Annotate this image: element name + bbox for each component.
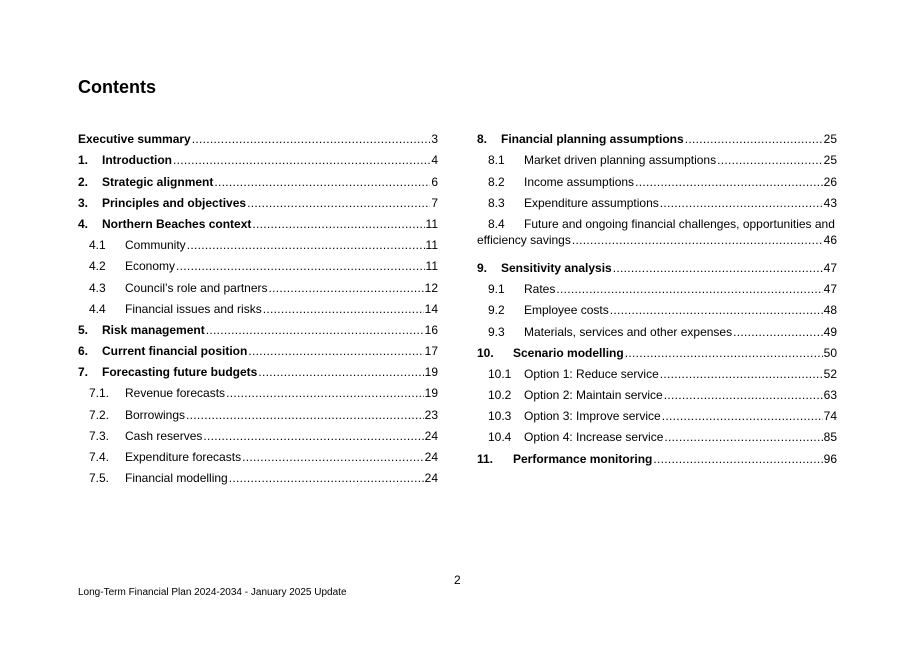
toc-entry-page: 17: [424, 344, 438, 359]
page-title: Contents: [78, 77, 156, 97]
toc-entry[interactable]: [477, 360, 837, 381]
toc-entry-label: Future and ongoing financial challenges, opportunities and: [524, 216, 835, 231]
toc-entry[interactable]: [477, 339, 837, 360]
toc-entry[interactable]: [78, 443, 438, 464]
toc-entry-label: Financial planning assumptions: [501, 132, 684, 147]
toc-entry-page: 26: [823, 174, 837, 189]
toc-entry-label: Expenditure assumptions: [524, 195, 659, 210]
toc-entry-label: Sensitivity analysis: [501, 260, 612, 275]
toc-entry-page: 25: [823, 153, 837, 168]
toc-entry-label: Borrowings: [125, 407, 186, 422]
toc-entry-page: 47: [823, 282, 837, 297]
toc-entry-page: 11: [425, 216, 438, 231]
toc-entry-page: 24: [424, 450, 438, 464]
toc-leader-dots: [252, 217, 424, 231]
toc-entry-number: 7.5.: [89, 471, 110, 486]
toc-left-column: [78, 125, 438, 485]
toc-entry[interactable]: [78, 337, 438, 358]
toc-entry-number: 8.2: [488, 174, 505, 189]
toc-entry[interactable]: [78, 316, 438, 337]
toc-entry[interactable]: [477, 423, 837, 444]
toc-entry-label: Scenario modelling: [513, 345, 624, 360]
toc-entry-page: 14: [424, 301, 438, 316]
toc-leader-dots: [263, 302, 424, 316]
toc-entry-page: 23: [424, 407, 438, 422]
toc-entry-label: Option 3: Improve service: [524, 409, 661, 424]
toc-entry-number: 4.4: [89, 301, 106, 316]
toc-entry[interactable]: [477, 317, 837, 338]
toc-leader-dots: [660, 367, 823, 381]
toc-leader-dots: [717, 153, 823, 167]
toc-entry-number: 9.1: [488, 282, 505, 297]
toc-entry-number: 10.3: [488, 409, 512, 424]
toc-leader-dots: [662, 409, 823, 423]
toc-entry-label: Northern Beaches context: [102, 216, 252, 231]
toc-entry-page: 74: [823, 409, 837, 424]
toc-leader-dots: [186, 408, 424, 422]
toc-entry[interactable]: [78, 146, 438, 167]
toc-entry-label: Income assumptions: [524, 174, 635, 189]
toc-entry[interactable]: [78, 273, 438, 294]
toc-entry[interactable]: [78, 422, 438, 443]
toc-entry[interactable]: [477, 296, 837, 317]
toc-entry-page: 49: [823, 324, 837, 339]
toc-entry-page: 25: [823, 132, 837, 147]
toc-entry[interactable]: [477, 125, 837, 146]
toc-leader-dots: [664, 430, 822, 444]
toc-entry-label: Revenue forecasts: [125, 386, 226, 401]
toc-entry-page: 47: [823, 260, 837, 275]
page-number: 2: [454, 573, 461, 587]
toc-entry-number: 5.: [78, 322, 89, 337]
toc-leader-dots: [660, 196, 823, 210]
toc-entry-page: 19: [424, 365, 438, 380]
toc-entry-number: 7.4.: [89, 450, 110, 464]
toc-entry-label: Risk management: [102, 322, 205, 337]
toc-entry[interactable]: [78, 358, 438, 379]
toc-entry-label: Community: [125, 238, 186, 253]
toc-entry[interactable]: [477, 167, 837, 188]
toc-entry-number: 11.: [477, 451, 494, 466]
toc-entry-label: Option 4: Increase service: [524, 430, 664, 445]
toc-entry[interactable]: [477, 275, 837, 296]
toc-leader-dots: [247, 196, 430, 210]
toc-leader-dots: [214, 175, 430, 189]
toc-entry-number: 10.4: [488, 430, 512, 445]
toc-leader-dots: [685, 132, 823, 146]
toc-leader-dots: [269, 281, 424, 295]
toc-leader-dots: [572, 232, 823, 248]
toc-entry-number: 8.4: [488, 216, 505, 231]
toc-leader-dots: [192, 132, 431, 146]
toc-entry-number: 7.1.: [89, 386, 110, 401]
toc-entry-label: Principles and objectives: [102, 195, 247, 210]
toc-entry-number: 8.: [477, 132, 488, 147]
toc-entry[interactable]: [477, 189, 837, 210]
toc-leader-dots: [248, 344, 423, 358]
toc-leader-dots: [733, 325, 823, 339]
toc-entry-number: 7.3.: [89, 428, 110, 443]
toc-leader-dots: [203, 429, 423, 443]
toc-entry-number: 7.2.: [89, 407, 110, 422]
toc-entry-page: 96: [823, 451, 837, 466]
toc-leader-dots: [206, 323, 424, 337]
toc-entry-label: Option 1: Reduce service: [524, 366, 659, 381]
toc-entry-label: Materials, services and other expenses: [524, 324, 733, 339]
toc-leader-dots: [173, 153, 430, 167]
toc-entry-page: 19: [424, 386, 438, 401]
toc-entry-label: Economy: [125, 259, 176, 274]
toc-entry-label: Employee costs: [524, 303, 609, 318]
toc-entry[interactable]: [78, 379, 438, 400]
toc-entry[interactable]: [78, 210, 438, 231]
toc-entry-page: 24: [424, 428, 438, 443]
toc-entry-number: 1.: [78, 153, 89, 168]
toc-entry-number: 8.3: [488, 195, 505, 210]
toc-leader-dots: [176, 259, 425, 273]
toc-entry-label: Financial issues and risks: [125, 301, 262, 316]
toc-entry-number: 4.2: [89, 259, 106, 274]
toc-entry-page: 12: [424, 280, 438, 295]
toc-entry-page: 11: [425, 238, 438, 253]
toc-entry[interactable]: [78, 167, 438, 188]
toc-entry-label: Option 2: Maintain service: [524, 388, 663, 403]
toc-entry-label: Executive summary: [78, 132, 191, 147]
toc-entry-label: Forecasting future budgets: [102, 365, 258, 380]
toc-entry-page: 43: [823, 195, 837, 210]
toc-entry-label-continued: efficiency savings: [477, 232, 571, 247]
toc-entry[interactable]: [78, 295, 438, 316]
toc-entry-page: 50: [823, 345, 837, 360]
toc-entry[interactable]: [78, 125, 438, 146]
toc-entry-page: 52: [823, 366, 837, 381]
toc-leader-dots: [625, 346, 823, 360]
toc-entry-label: Performance monitoring: [513, 451, 653, 466]
toc-entry-label: Expenditure forecasts: [125, 450, 242, 464]
toc-entry-page: 63: [823, 388, 837, 403]
toc-leader-dots: [229, 471, 424, 485]
toc-leader-dots: [242, 450, 424, 464]
toc-leader-dots: [653, 452, 822, 466]
toc-entry-page: 11: [425, 259, 438, 274]
toc-entry-number: 9.2: [488, 303, 505, 318]
toc-entry-label: Cash reserves: [125, 428, 203, 443]
toc-entry-label: Strategic alignment: [102, 174, 214, 189]
toc-entry[interactable]: [477, 146, 837, 167]
toc-entry-page: 24: [424, 471, 438, 486]
toc-entry[interactable]: [78, 400, 438, 421]
toc-entry-label: Financial modelling: [125, 471, 228, 486]
toc-entry-number: 10.1: [488, 366, 512, 381]
toc-entry-number: 7.: [78, 365, 89, 380]
toc-entry[interactable]: [477, 381, 837, 402]
toc-entry-number: 4.1: [89, 238, 106, 253]
toc-entry-page: 85: [823, 430, 837, 445]
toc-entry[interactable]: [477, 254, 837, 275]
toc-entry[interactable]: [78, 189, 438, 210]
toc-entry[interactable]: [477, 444, 837, 465]
toc-entry-number: 10.: [477, 345, 494, 360]
toc-leader-dots: [613, 261, 823, 275]
toc-entry[interactable]: [78, 252, 438, 273]
toc-entry[interactable]: [78, 231, 438, 252]
toc-leader-dots: [226, 386, 424, 400]
toc-leader-dots: [556, 282, 822, 296]
toc-entry-number: 3.: [78, 195, 89, 210]
toc-entry-label: Council’s role and partners: [125, 280, 268, 295]
toc-entry-number: 9.: [477, 260, 488, 275]
toc-entry-number: 4.: [78, 216, 89, 231]
toc-entry-page: 6: [431, 174, 438, 189]
toc-entry[interactable]: [78, 464, 438, 485]
toc-leader-dots: [635, 175, 823, 189]
toc-entry-page: 7: [431, 195, 438, 210]
toc-entry-number: 9.3: [488, 324, 505, 339]
toc-leader-dots: [610, 303, 823, 317]
toc-leader-dots: [258, 365, 423, 379]
toc-entry-label: Rates: [524, 282, 556, 297]
toc-entry-label: Market driven planning assumptions: [524, 153, 717, 168]
toc-entry-page: 3: [431, 132, 438, 147]
toc-entry-number: 2.: [78, 174, 89, 189]
toc-entry[interactable]: [477, 210, 837, 254]
toc-right-column: [477, 125, 837, 466]
footer-text: Long-Term Financial Plan 2024-2034 - January 2025 Update: [78, 587, 347, 598]
toc-entry-number: 4.3: [89, 280, 106, 295]
toc-entry-page: 16: [424, 322, 438, 337]
toc-leader-dots: [187, 238, 425, 252]
toc-entry-number: 10.2: [488, 388, 512, 403]
toc-entry-label: Current financial position: [102, 344, 248, 359]
toc-entry-number: 6.: [78, 344, 89, 359]
toc-entry[interactable]: [477, 402, 837, 423]
toc-entry-label: Introduction: [102, 153, 172, 168]
toc-leader-dots: [664, 388, 823, 402]
toc-entry-page: 46: [823, 232, 837, 247]
toc-entry-number: 8.1: [488, 153, 505, 168]
toc-entry-page: 48: [823, 303, 837, 318]
toc-entry-page: 4: [431, 153, 438, 168]
